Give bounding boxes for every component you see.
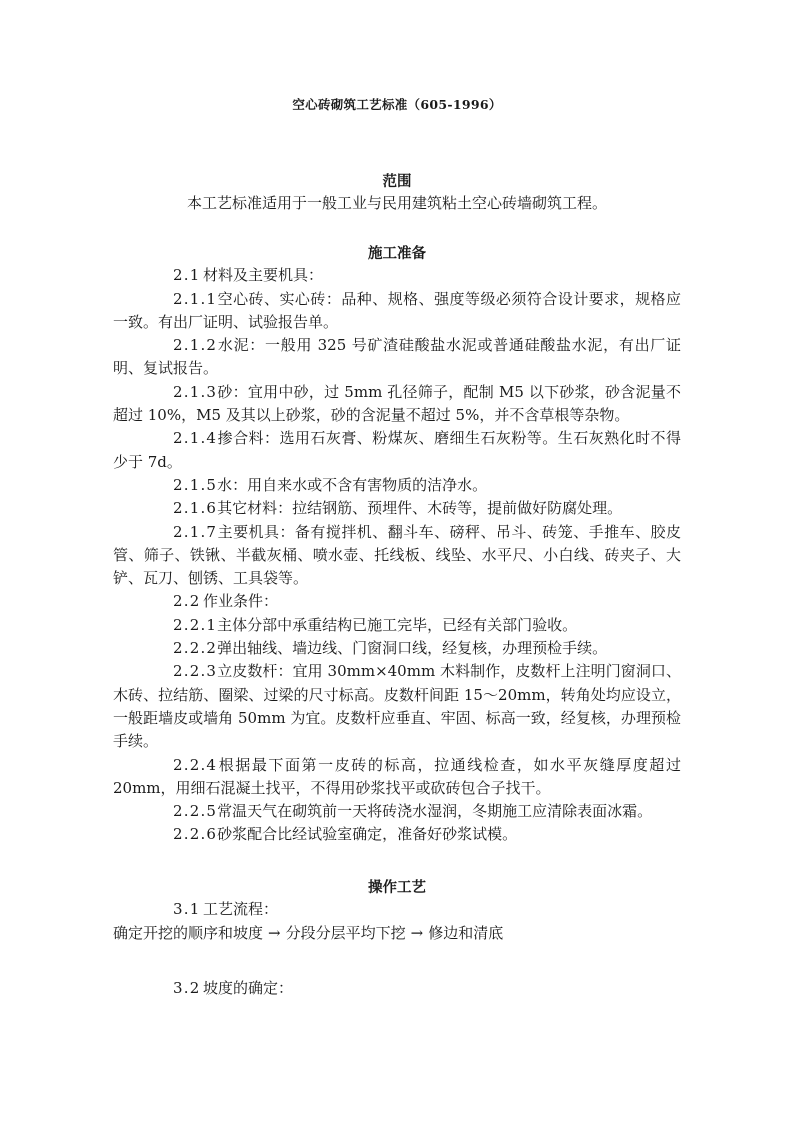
clause-text: 常温天气在砌筑前一天将砖浇水湿润，冬期施工应清除表面冰霜。 <box>217 802 653 821</box>
clause-2-1-4 <box>113 427 681 474</box>
clause-text: 弹出轴线、墙边线、门窗洞口线，经复核，办理预检手续。 <box>217 639 608 658</box>
clause-2-2-5 <box>113 800 681 823</box>
arrow-icon: → <box>268 923 281 942</box>
clause-text: 根据最下面第一皮砖的标高，拉通线检查，如水平灰缝厚度超过 20mm，用细石混凝土找平，不得用砂浆找平或砍砖包合子找干。 <box>113 755 681 797</box>
clause-number: 2.2.5 <box>173 802 218 821</box>
clause-number: 2.1.6 <box>173 499 218 518</box>
spacer <box>113 114 681 171</box>
clause-text: 砂：宜用中砂，过 5mm 孔径筛子，配制 M5 以下砂浆，砂含泥量不超过 10%，M5 及其以上砂浆，砂的含泥量不超过 5%，并不含草根等杂物。 <box>113 382 681 425</box>
clause-2-2 <box>113 590 681 613</box>
clause-2-1-2 <box>113 334 681 381</box>
clause-number: 2.1.4 <box>173 429 218 448</box>
clause-3-2 <box>113 977 681 1000</box>
clause-2-1 <box>113 264 681 287</box>
clause-text: 主体分部中承重结构已施工完毕，已经有关部门验收。 <box>217 615 578 634</box>
spacer <box>113 945 681 977</box>
clause-2-1-5 <box>113 474 681 497</box>
clause-number: 2.2.4 <box>173 755 218 774</box>
document-content <box>113 0 681 1000</box>
page-title: 空心砖砌筑工艺标准（605-1996） <box>292 97 502 112</box>
clause-text: 空心砖、实心砖：品种、规格、强度等级必须符合设计要求，规格应一致。有出厂证明、试验报告单。 <box>113 289 681 331</box>
flow-step-2: 分段分层平均下挖 <box>285 923 406 942</box>
clause-text: 掺合料：选用石灰膏、粉煤灰、磨细生石灰粉等。生石灰熟化时不得少于 7d。 <box>113 429 681 471</box>
clause-2-2-4 <box>113 754 681 801</box>
clause-number: 2.1.1 <box>173 289 218 308</box>
clause-text: 水：用自来水或不含有害物质的洁净水。 <box>217 475 488 494</box>
clause-number: 2.2.1 <box>173 615 218 634</box>
clause-text: 主要机具：备有搅拌机、翻斗车、磅秤、吊斗、砖笼、手推车、胶皮管、筛子、铁锹、半截灰桶、喷水壶、托线板、线坠、水平尺、小白线、砖夹子、大铲、瓦刀、刨锈、工具袋等。 <box>113 522 681 588</box>
flow-step-1: 确定开挖的顺序和坡度 <box>113 923 264 942</box>
section-heading-operation: 操作工艺 <box>368 878 426 896</box>
clause-number: 2.2.2 <box>173 639 218 658</box>
clause-text: 砂浆配合比经试验室确定，准备好砂浆试模。 <box>217 825 518 844</box>
clause-number: 2.1.3 <box>173 382 218 401</box>
clause-text: 坡度的确定： <box>203 979 294 998</box>
clause-2-1-3 <box>113 381 681 428</box>
clause-2-2-2 <box>113 637 681 660</box>
clause-3-1 <box>113 898 681 921</box>
clause-number: 2.2 <box>173 592 201 611</box>
clause-text: 作业条件： <box>203 592 279 611</box>
flow-step-3: 修边和清底 <box>428 923 504 942</box>
clause-text: 其它材料：拉结钢筋、预埋件、木砖等，提前做好防腐处理。 <box>217 499 623 518</box>
arrow-icon: → <box>410 923 424 942</box>
clause-number: 3.1 <box>173 900 201 919</box>
clause-2-1-6 <box>113 497 681 520</box>
clause-number: 2.2.6 <box>173 825 218 844</box>
clause-2-2-6 <box>113 823 681 846</box>
clause-number: 2.1.2 <box>173 336 218 355</box>
section-heading-preparation: 施工准备 <box>368 244 426 262</box>
clause-2-1-7 <box>113 521 681 591</box>
process-flow <box>113 922 681 945</box>
clause-text: 水泥：一般用 325 号矿渣硅酸盐水泥或普通硅酸盐水泥，有出厂证明、复试报告。 <box>113 336 681 378</box>
spacer <box>113 847 681 877</box>
clause-text: 材料及主要机具： <box>203 266 324 285</box>
clause-number: 2.1.7 <box>173 522 218 541</box>
section-heading-scope: 范围 <box>382 172 412 190</box>
clause-2-2-3 <box>113 660 681 753</box>
clause-text: 工艺流程： <box>203 900 279 919</box>
clause-number: 2.2.3 <box>173 662 218 681</box>
clause-text: 立皮数杆：宜用 30mm×40mm 木料制作，皮数杆上注明门窗洞口、木砖、拉结筋、圈梁、过梁的尺寸标高。皮数杆间距 15～20mm，转角处均应设立，一般距墙皮或墙角 50mm 为宜。皮数杆应垂直、牢固、标高一致，经复核，办理预检手续。 <box>113 662 681 751</box>
clause-2-2-1 <box>113 614 681 637</box>
clause-number: 2.1 <box>173 266 201 285</box>
clause-number: 2.1.5 <box>173 475 218 494</box>
scope-body: 本工艺标准适用于一般工业与民用建筑粘土空心砖墙砌筑工程。 <box>186 194 607 213</box>
clause-2-1-1 <box>113 288 681 335</box>
spacer <box>113 216 681 243</box>
clause-number: 3.2 <box>173 979 201 998</box>
